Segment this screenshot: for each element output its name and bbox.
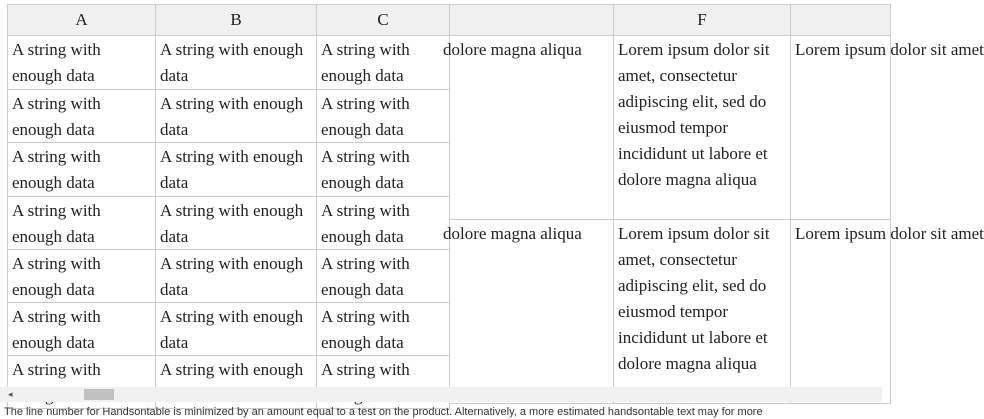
cell-d-merged-1[interactable] bbox=[443, 36, 614, 220]
caption-text: The line number for Handsontable is minimized by an amount equal to a test on the product. Alternatively, a more estimated handsontable text may for more bbox=[4, 406, 763, 418]
column-header-a[interactable]: A bbox=[7, 4, 156, 36]
cell-a7[interactable]: A string with bbox=[7, 356, 156, 409]
cell-c5[interactable]: A string with enough data bbox=[317, 250, 450, 303]
cell-c7[interactable]: A string with bbox=[317, 356, 450, 409]
cell-a6[interactable]: A string with enough data bbox=[7, 303, 156, 356]
cell-d-merged-2[interactable] bbox=[443, 220, 614, 404]
cell-b6[interactable]: A string with enough data bbox=[156, 303, 317, 356]
column-header-g[interactable] bbox=[791, 4, 891, 36]
cell-b5[interactable]: A string with enough data bbox=[156, 250, 317, 303]
cell-a5[interactable]: A string with enough data bbox=[7, 250, 156, 303]
cell-f-merged-1[interactable]: Lorem ipsum dolor sit amet, consectetur adipiscing elit, sed do eiusmod tempor incididunt ut labore et dolore magna aliqua bbox=[614, 36, 791, 220]
column-header-b[interactable]: B bbox=[156, 4, 317, 36]
cell-b2[interactable]: A string with enough data bbox=[156, 90, 317, 143]
cell-b7[interactable]: A string with enough bbox=[156, 356, 317, 409]
cell-d-text: dolore magna aliqua bbox=[443, 40, 582, 59]
cell-b3[interactable]: A string with enough data bbox=[156, 143, 317, 197]
cell-f-merged-2[interactable]: Lorem ipsum dolor sit amet, consectetur adipiscing elit, sed do eiusmod tempor incididunt ut labore et dolore magna aliqua bbox=[614, 220, 791, 404]
scroll-left-arrow-icon[interactable]: ◂ bbox=[8, 390, 13, 400]
cell-c4[interactable]: A string with enough data bbox=[317, 197, 450, 250]
cell-c1[interactable]: A string with enough data bbox=[317, 36, 450, 90]
horizontal-scrollbar[interactable] bbox=[0, 387, 882, 402]
column-header-f[interactable]: F bbox=[614, 4, 791, 36]
cell-b1[interactable]: A string with enough data bbox=[156, 36, 317, 90]
scroll-thumb[interactable] bbox=[84, 389, 114, 400]
cell-c6[interactable]: A string with enough data bbox=[317, 303, 450, 356]
cell-g-merged-2[interactable]: Lorem ipsum dolor sit amet bbox=[791, 220, 891, 404]
column-header-d[interactable] bbox=[450, 4, 614, 36]
cell-d-text: dolore magna aliqua bbox=[443, 224, 582, 243]
column-header-c[interactable]: C bbox=[317, 4, 450, 36]
cell-c2[interactable]: A string with enough data bbox=[317, 90, 450, 143]
cell-a4[interactable]: A string with enough data bbox=[7, 197, 156, 250]
cell-c3[interactable]: A string with enough data bbox=[317, 143, 450, 197]
cell-g-merged-1[interactable]: Lorem ipsum dolor sit amet bbox=[791, 36, 891, 220]
cell-a3[interactable]: A string with enough data bbox=[7, 143, 156, 197]
cell-a1[interactable]: A string with enough data bbox=[7, 36, 156, 90]
cell-b4[interactable]: A string with enough data bbox=[156, 197, 317, 250]
cell-a2[interactable]: A string with enough data bbox=[7, 90, 156, 143]
